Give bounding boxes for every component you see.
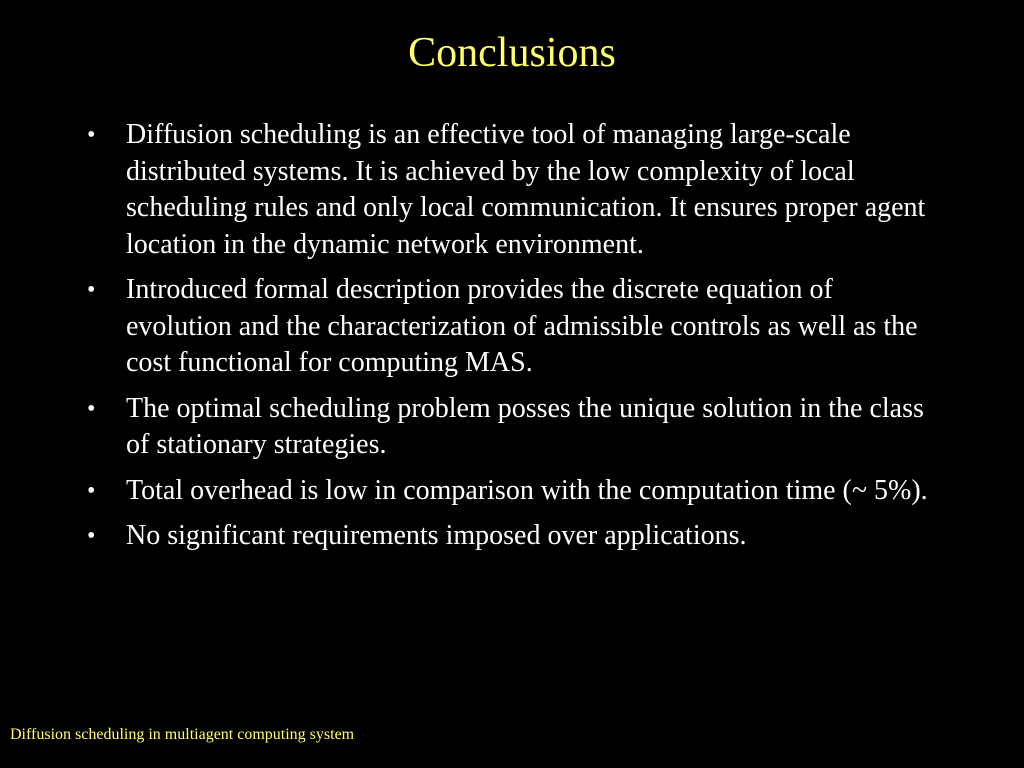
slide-footer: Diffusion scheduling in multiagent computing system xyxy=(10,726,355,743)
bullet-point-icon: • xyxy=(87,395,96,422)
bullet-item xyxy=(83,117,943,263)
slide-title: Conclusions xyxy=(408,30,616,76)
bullet-point-icon: • xyxy=(87,477,96,504)
bullet-item xyxy=(83,518,943,555)
bullet-point-icon: • xyxy=(87,122,96,148)
bullet-item xyxy=(83,473,943,510)
bullet-item xyxy=(83,272,943,382)
bullet-list xyxy=(83,117,943,564)
bullet-point-icon: • xyxy=(87,277,96,303)
bullet-point-icon: • xyxy=(87,523,96,549)
bullet-item xyxy=(83,391,943,464)
bullet-text: No significant requirements imposed over applications. xyxy=(126,520,747,551)
bullet-text: Introduced formal description provides the discrete equation of evolution and the characterization of admissible controls as well as the cost functional for computing MAS. xyxy=(126,274,918,378)
bullet-text: Diffusion scheduling is an effective tool of managing large-scale distributed systems. It is achieved by the low complexity of local scheduling rules and only local communication. It ensures proper agent location in the dynamic network environment. xyxy=(126,119,926,260)
bullet-text: The optimal scheduling problem posses the unique solution in the class of stationary strategies. xyxy=(126,392,924,460)
bullet-text: Total overhead is low in comparison with the computation time (~ 5%). xyxy=(126,474,928,506)
